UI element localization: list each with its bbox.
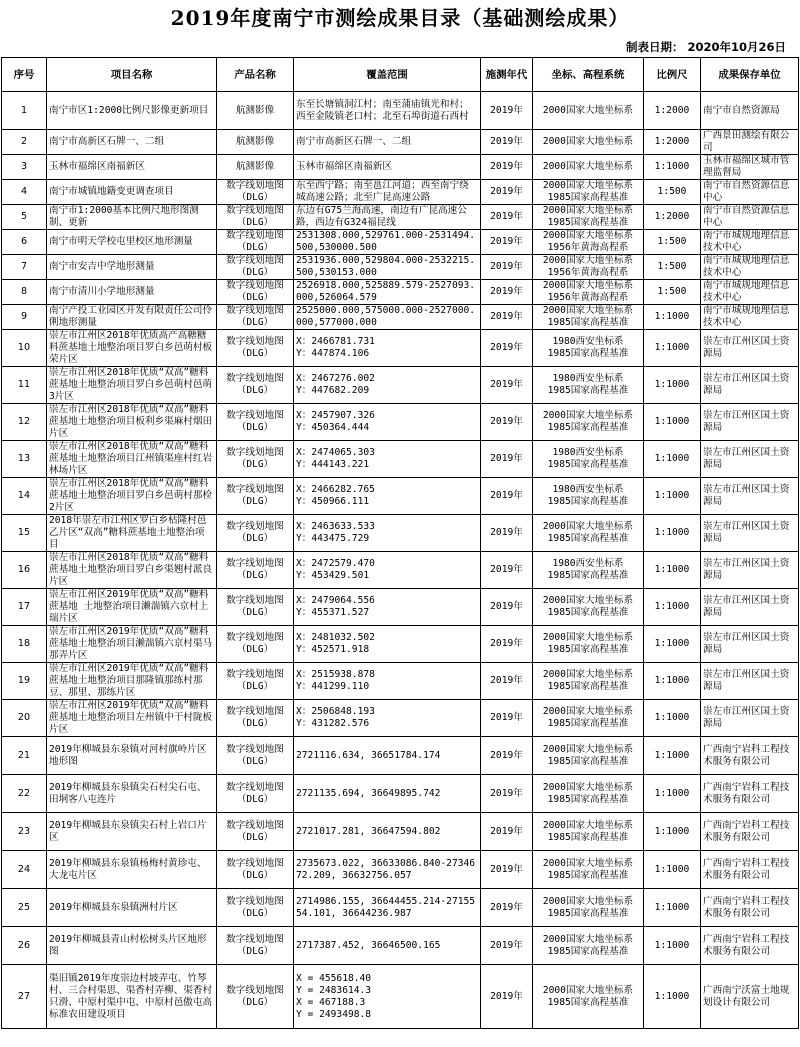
- cell-scale: 1:1000: [644, 330, 701, 367]
- header-row: [2, 58, 799, 92]
- cell-coverage: X：2515938.878 Y：441299.110: [294, 663, 481, 700]
- cell-custodian: 广西南宁岩科工程技术服务有限公司: [701, 851, 799, 889]
- cell-scale: 1:500: [644, 280, 701, 305]
- cell-product-name: 数字线划地图（DLG）: [217, 851, 294, 889]
- table-row: [2, 965, 799, 1029]
- cell-coord-system: 2000国家大地坐标系 1985国家高程基准: [533, 404, 644, 441]
- cell-product-name: 数字线划地图（DLG）: [217, 230, 294, 255]
- cell-product-name: 航测影像: [217, 92, 294, 130]
- cell-survey-year: 2019年: [481, 927, 533, 965]
- table-row: [2, 230, 799, 255]
- cell-project-name: 南宁市1:2000基本比例尺地形图测制、更新: [47, 205, 217, 230]
- cell-coord-system: 2000国家大地坐标系: [533, 130, 644, 155]
- cell-product-name: 数字线划地图（DLG）: [217, 441, 294, 478]
- cell-coord-system: 2000国家大地坐标系 1956年黄海高程系: [533, 280, 644, 305]
- cell-custodian: 崇左市江州区国土资源局: [701, 515, 799, 552]
- cell-coverage: 2735673.022, 36633086.840-2734672.209, 36632756.057: [294, 851, 481, 889]
- cell-product-name: 数字线划地图（DLG）: [217, 626, 294, 663]
- cell-no: 16: [2, 552, 47, 589]
- cell-scale: 1:1000: [644, 700, 701, 737]
- cell-scale: 1:500: [644, 255, 701, 280]
- cell-no: 4: [2, 180, 47, 205]
- cell-custodian: 南宁市城规地理信息技术中心: [701, 280, 799, 305]
- cell-product-name: 数字线划地图（DLG）: [217, 330, 294, 367]
- cell-project-name: 南宁市明天学校屯里校区地形测量: [47, 230, 217, 255]
- table-row: [2, 255, 799, 280]
- cell-scale: 1:1000: [644, 889, 701, 927]
- header-project-name: 项目名称: [47, 58, 217, 92]
- cell-no: 11: [2, 367, 47, 404]
- cell-coord-system: 2000国家大地坐标系 1985国家高程基准: [533, 851, 644, 889]
- cell-no: 2: [2, 130, 47, 155]
- cell-product-name: 数字线划地图（DLG）: [217, 205, 294, 230]
- cell-project-name: 2019年柳城县东泉镇尖石村上岩口片区: [47, 813, 217, 851]
- cell-no: 5: [2, 205, 47, 230]
- catalog-table: [1, 57, 799, 1029]
- cell-coverage: 2531308.000,529761.000-2531494.500,530000.500: [294, 230, 481, 255]
- cell-custodian: 南宁市自然资源信息中心: [701, 205, 799, 230]
- cell-survey-year: 2019年: [481, 367, 533, 404]
- cell-project-name: 崇左市江州区2019年优质“双高”糖料蔗基地土地整治项目那隆镇那练村那豆、那里、那练片区: [47, 663, 217, 700]
- cell-scale: 1:1000: [644, 155, 701, 180]
- cell-coord-system: 2000国家大地坐标系 1985国家高程基准: [533, 737, 644, 775]
- cell-coord-system: 1980西安坐标系 1985国家高程基准: [533, 552, 644, 589]
- cell-scale: 1:1000: [644, 927, 701, 965]
- header-survey-year: 施测年代: [481, 58, 533, 92]
- cell-project-name: 2019年柳城县东泉镇洲村片区: [47, 889, 217, 927]
- cell-survey-year: 2019年: [481, 700, 533, 737]
- cell-custodian: 广西南宁岩科工程技术服务有限公司: [701, 737, 799, 775]
- cell-survey-year: 2019年: [481, 441, 533, 478]
- cell-no: 14: [2, 478, 47, 515]
- table-row: [2, 626, 799, 663]
- table-row: [2, 813, 799, 851]
- cell-product-name: 数字线划地图（DLG）: [217, 478, 294, 515]
- cell-custodian: 崇左市江州区国土资源局: [701, 589, 799, 626]
- cell-custodian: 广西南宁沃富土地规划设计有限公司: [701, 965, 799, 1029]
- cell-coord-system: 2000国家大地坐标系 1956年黄海高程系: [533, 255, 644, 280]
- table-row: [2, 889, 799, 927]
- cell-no: 13: [2, 441, 47, 478]
- cell-no: 20: [2, 700, 47, 737]
- header-coord-system: 坐标、高程系统: [533, 58, 644, 92]
- cell-scale: 1:1000: [644, 737, 701, 775]
- cell-no: 8: [2, 280, 47, 305]
- cell-project-name: 玉林市福绵区南福新区: [47, 155, 217, 180]
- cell-coverage: X：2457907.326 Y：450364.444: [294, 404, 481, 441]
- cell-coverage: X：2481032.502 Y：452571.918: [294, 626, 481, 663]
- table-row: [2, 700, 799, 737]
- cell-product-name: 数字线划地图（DLG）: [217, 965, 294, 1029]
- cell-project-name: 南宁市高新区石牌一、二组: [47, 130, 217, 155]
- cell-coverage: X：2472579.470 Y：453429.501: [294, 552, 481, 589]
- cell-project-name: 2019年柳城县青山村松树头片区地形图: [47, 927, 217, 965]
- cell-no: 6: [2, 230, 47, 255]
- cell-coord-system: 1980西安坐标系 1985国家高程基准: [533, 441, 644, 478]
- table-row: [2, 92, 799, 130]
- cell-custodian: 南宁市城规地理信息技术中心: [701, 255, 799, 280]
- table-row: [2, 589, 799, 626]
- cell-coverage: 东至西宁路；南至邕江河道；西至南宁绕城高速公路；北至广昆高速公路: [294, 180, 481, 205]
- cell-custodian: 广西南宁岩科工程技术服务有限公司: [701, 889, 799, 927]
- cell-custodian: 广西景田测绘有限公司: [701, 130, 799, 155]
- cell-coverage: X = 455618.40 Y = 2483614.3 X = 467188.3 Y = 2493498.8: [294, 965, 481, 1029]
- cell-project-name: 南宁市清川小学地形测量: [47, 280, 217, 305]
- cell-product-name: 数字线划地图（DLG）: [217, 663, 294, 700]
- cell-no: 1: [2, 92, 47, 130]
- cell-coord-system: 2000国家大地坐标系: [533, 155, 644, 180]
- cell-coord-system: 2000国家大地坐标系 1985国家高程基准: [533, 626, 644, 663]
- cell-custodian: 崇左市江州区国土资源局: [701, 441, 799, 478]
- cell-no: 12: [2, 404, 47, 441]
- cell-custodian: 南宁市城规地理信息技术中心: [701, 305, 799, 330]
- cell-coord-system: 1980西安坐标系 1985国家高程基准: [533, 330, 644, 367]
- cell-no: 15: [2, 515, 47, 552]
- table-row: [2, 663, 799, 700]
- cell-no: 19: [2, 663, 47, 700]
- cell-custodian: 玉林市福绵区城市管理监督局: [701, 155, 799, 180]
- cell-no: 10: [2, 330, 47, 367]
- table-row: [2, 775, 799, 813]
- cell-coverage: X：2466282.765 Y：450966.111: [294, 478, 481, 515]
- cell-project-name: 2019年柳城县东泉镇杨梅村黄珍屯、大龙屯片区: [47, 851, 217, 889]
- table-row: [2, 180, 799, 205]
- cell-no: 27: [2, 965, 47, 1029]
- cell-coverage: X：2467276.002 Y：447682.209: [294, 367, 481, 404]
- cell-project-name: 崇左市江州区2018年优质高产高糖糖料蔗基地土地整治项目罗白乡邑萌村板荣片区: [47, 330, 217, 367]
- cell-survey-year: 2019年: [481, 280, 533, 305]
- cell-custodian: 南宁市城规地理信息技术中心: [701, 230, 799, 255]
- cell-product-name: 数字线划地图（DLG）: [217, 737, 294, 775]
- cell-no: 9: [2, 305, 47, 330]
- cell-scale: 1:2000: [644, 205, 701, 230]
- cell-product-name: 数字线划地图（DLG）: [217, 180, 294, 205]
- cell-survey-year: 2019年: [481, 737, 533, 775]
- cell-scale: 1:1000: [644, 775, 701, 813]
- cell-project-name: 崇左市江州区2018年优质“双高”糖料蔗基地土地整治项目板利乡渠麻村烟田片区: [47, 404, 217, 441]
- cell-coord-system: 2000国家大地坐标系 1985国家高程基准: [533, 589, 644, 626]
- cell-product-name: 数字线划地图（DLG）: [217, 367, 294, 404]
- cell-custodian: 崇左市江州区国土资源局: [701, 700, 799, 737]
- cell-survey-year: 2019年: [481, 589, 533, 626]
- cell-coverage: X：2474065.303 Y：444143.221: [294, 441, 481, 478]
- table-row: [2, 441, 799, 478]
- cell-product-name: 数字线划地图（DLG）: [217, 700, 294, 737]
- cell-coverage: 2531936.000,529804.000-2532215.500,530153.000: [294, 255, 481, 280]
- cell-survey-year: 2019年: [481, 305, 533, 330]
- cell-coverage: 南宁市高新区石牌一、二组: [294, 130, 481, 155]
- cell-scale: 1:1000: [644, 589, 701, 626]
- cell-coverage: 2721116.634, 36651784.174: [294, 737, 481, 775]
- cell-coverage: X：2466781.731 Y：447874.106: [294, 330, 481, 367]
- table-row: [2, 927, 799, 965]
- cell-survey-year: 2019年: [481, 552, 533, 589]
- cell-product-name: 数字线划地图（DLG）: [217, 255, 294, 280]
- cell-custodian: 广西南宁岩科工程技术服务有限公司: [701, 813, 799, 851]
- cell-product-name: 数字线划地图（DLG）: [217, 280, 294, 305]
- cell-coverage: X：2463633.533 Y：443475.729: [294, 515, 481, 552]
- cell-survey-year: 2019年: [481, 130, 533, 155]
- compile-date: 制表日期： 2020年10月26日: [625, 40, 786, 54]
- cell-survey-year: 2019年: [481, 478, 533, 515]
- cell-scale: 1:1000: [644, 663, 701, 700]
- cell-no: 7: [2, 255, 47, 280]
- cell-product-name: 数字线划地图（DLG）: [217, 889, 294, 927]
- cell-scale: 1:1000: [644, 965, 701, 1029]
- cell-scale: 1:1000: [644, 305, 701, 330]
- table-row: [2, 851, 799, 889]
- cell-survey-year: 2019年: [481, 180, 533, 205]
- header-coverage: 覆盖范围: [294, 58, 481, 92]
- cell-coverage: 玉林市福绵区南福新区: [294, 155, 481, 180]
- cell-scale: 1:2000: [644, 92, 701, 130]
- cell-coord-system: 2000国家大地坐标系 1985国家高程基准: [533, 305, 644, 330]
- cell-scale: 1:1000: [644, 626, 701, 663]
- header-custodian: 成果保存单位: [701, 58, 799, 92]
- cell-no: 22: [2, 775, 47, 813]
- cell-scale: 1:1000: [644, 515, 701, 552]
- cell-custodian: 崇左市江州区国土资源局: [701, 663, 799, 700]
- cell-project-name: 崇左市江州区2018年优质“双高”糖料蔗基地土地整治项目罗白乡邑萌村邑萌3片区: [47, 367, 217, 404]
- table-row: [2, 330, 799, 367]
- cell-scale: 1:1000: [644, 552, 701, 589]
- cell-coverage: 2714986.155, 36644455.214-2715554.101, 36644236.987: [294, 889, 481, 927]
- table-row: [2, 155, 799, 180]
- cell-custodian: 广西南宁岩科工程技术服务有限公司: [701, 927, 799, 965]
- cell-coord-system: 2000国家大地坐标系 1985国家高程基准: [533, 700, 644, 737]
- cell-no: 21: [2, 737, 47, 775]
- cell-project-name: 崇左市江州区2018年优质“双高”糖料蔗基地土地整治项目江州镇渠座村红岩林场片区: [47, 441, 217, 478]
- cell-coord-system: 2000国家大地坐标系 1985国家高程基准: [533, 813, 644, 851]
- cell-coord-system: 2000国家大地坐标系 1985国家高程基准: [533, 180, 644, 205]
- cell-project-name: 崇左市江州区2018年优质“双高”糖料蔗基地土地整治项目罗白乡渠翘村派良片区: [47, 552, 217, 589]
- cell-project-name: 2018年崇左市江州区罗白乡枯隆村邑乙片区“双高”糖料蔗基地土地整治项目: [47, 515, 217, 552]
- page-title: 2019年度南宁市测绘成果目录（基础测绘成果）: [170, 6, 630, 30]
- cell-no: 26: [2, 927, 47, 965]
- cell-coverage: X：2506848.193 Y：431282.576: [294, 700, 481, 737]
- cell-no: 25: [2, 889, 47, 927]
- cell-coverage: 2525000.000,575000.000-2527000.000,577000.000: [294, 305, 481, 330]
- cell-coord-system: 1980西安坐标系 1985国家高程基准: [533, 367, 644, 404]
- cell-survey-year: 2019年: [481, 515, 533, 552]
- cell-project-name: 2019年柳城县东泉镇对河村旗岭片区地形图: [47, 737, 217, 775]
- cell-survey-year: 2019年: [481, 404, 533, 441]
- cell-project-name: 崇左市江州区2019年优质“双高”糖料蔗基地土地整治项目濑湍镇六京村渠马那弄片区: [47, 626, 217, 663]
- cell-scale: 1:1000: [644, 404, 701, 441]
- cell-coord-system: 2000国家大地坐标系 1985国家高程基准: [533, 775, 644, 813]
- cell-coord-system: 2000国家大地坐标系: [533, 92, 644, 130]
- cell-custodian: 崇左市江州区国土资源局: [701, 367, 799, 404]
- cell-project-name: 崇左市江州区2018年优质“双高”糖料蔗基地土地整治项目罗白乡邑萌村那检2片区: [47, 478, 217, 515]
- cell-product-name: 数字线划地图（DLG）: [217, 515, 294, 552]
- header-product-name: 产品名称: [217, 58, 294, 92]
- cell-custodian: 崇左市江州区国土资源局: [701, 404, 799, 441]
- cell-survey-year: 2019年: [481, 626, 533, 663]
- cell-custodian: 崇左市江州区国土资源局: [701, 552, 799, 589]
- cell-coord-system: 2000国家大地坐标系 1985国家高程基准: [533, 663, 644, 700]
- cell-coverage: X：2479064.556 Y：455371.527: [294, 589, 481, 626]
- cell-coverage: 2721135.694, 36649895.742: [294, 775, 481, 813]
- cell-no: 3: [2, 155, 47, 180]
- cell-product-name: 数字线划地图（DLG）: [217, 404, 294, 441]
- table-row: [2, 404, 799, 441]
- cell-scale: 1:1000: [644, 813, 701, 851]
- cell-coord-system: 2000国家大地坐标系 1985国家高程基准: [533, 965, 644, 1029]
- cell-custodian: 崇左市江州区国土资源局: [701, 478, 799, 515]
- cell-coord-system: 2000国家大地坐标系 1956年黄海高程系: [533, 230, 644, 255]
- header-scale: 比例尺: [644, 58, 701, 92]
- table-row: [2, 737, 799, 775]
- cell-product-name: 数字线划地图（DLG）: [217, 927, 294, 965]
- cell-project-name: 南宁产投工业园区开发有限责任公司伶俐地形测量: [47, 305, 217, 330]
- cell-survey-year: 2019年: [481, 889, 533, 927]
- cell-project-name: 渠旧镇2019年度崇边村坡弄屯、竹琴村、三合村渠思、渠香村弄柳、渠香村只滑、中原村渠中屯、中原村邑傲屯高标准农田建设项目: [47, 965, 217, 1029]
- cell-product-name: 航测影像: [217, 130, 294, 155]
- cell-scale: 1:500: [644, 230, 701, 255]
- cell-coord-system: 2000国家大地坐标系 1985国家高程基准: [533, 927, 644, 965]
- cell-coord-system: 2000国家大地坐标系 1985国家高程基准: [533, 889, 644, 927]
- cell-scale: 1:1000: [644, 478, 701, 515]
- cell-project-name: 南宁市区1:2000比例尺影像更新项目: [47, 92, 217, 130]
- cell-coord-system: 2000国家大地坐标系 1985国家高程基准: [533, 205, 644, 230]
- cell-custodian: 南宁市自然资源局: [701, 92, 799, 130]
- cell-product-name: 数字线划地图（DLG）: [217, 305, 294, 330]
- cell-product-name: 数字线划地图（DLG）: [217, 589, 294, 626]
- table-row: [2, 515, 799, 552]
- cell-scale: 1:1000: [644, 851, 701, 889]
- cell-custodian: 广西南宁岩科工程技术服务有限公司: [701, 775, 799, 813]
- cell-product-name: 航测影像: [217, 155, 294, 180]
- table-row: [2, 552, 799, 589]
- cell-coverage: 2526918.000,525889.579-2527093.000,526064.579: [294, 280, 481, 305]
- cell-survey-year: 2019年: [481, 965, 533, 1029]
- cell-scale: 1:500: [644, 180, 701, 205]
- cell-no: 17: [2, 589, 47, 626]
- cell-custodian: 南宁市自然资源信息中心: [701, 180, 799, 205]
- cell-survey-year: 2019年: [481, 851, 533, 889]
- cell-coord-system: 2000国家大地坐标系 1985国家高程基准: [533, 515, 644, 552]
- cell-coverage: 2721017.281, 36647594.802: [294, 813, 481, 851]
- header-no: 序号: [2, 58, 47, 92]
- cell-coverage: 2717387.452, 36646500.165: [294, 927, 481, 965]
- cell-project-name: 崇左市江州区2019年优质“双高”糖料蔗基地 土地整治项目濑湍镇六京村上瑞片区: [47, 589, 217, 626]
- cell-coverage: 东边有G75兰海高速，南边有广昆高速公路，西边有G324福昆线: [294, 205, 481, 230]
- cell-no: 24: [2, 851, 47, 889]
- cell-survey-year: 2019年: [481, 255, 533, 280]
- cell-survey-year: 2019年: [481, 775, 533, 813]
- cell-survey-year: 2019年: [481, 663, 533, 700]
- cell-project-name: 南宁市城镇地籍变更调查项目: [47, 180, 217, 205]
- table-row: [2, 280, 799, 305]
- table-row: [2, 205, 799, 230]
- table-row: [2, 130, 799, 155]
- cell-product-name: 数字线划地图（DLG）: [217, 775, 294, 813]
- cell-product-name: 数字线划地图（DLG）: [217, 813, 294, 851]
- cell-scale: 1:1000: [644, 367, 701, 404]
- cell-survey-year: 2019年: [481, 205, 533, 230]
- cell-scale: 1:2000: [644, 130, 701, 155]
- cell-scale: 1:1000: [644, 441, 701, 478]
- cell-survey-year: 2019年: [481, 230, 533, 255]
- cell-product-name: 数字线划地图（DLG）: [217, 552, 294, 589]
- cell-coverage: 东至长塘镇洞江村；南至蒲庙镇光和村；西至金陵镇老口村；北至石埠街道石西村: [294, 92, 481, 130]
- cell-survey-year: 2019年: [481, 92, 533, 130]
- table-row: [2, 305, 799, 330]
- table-row: [2, 478, 799, 515]
- table-row: [2, 367, 799, 404]
- cell-project-name: 2019年柳城县东泉镇尖石村尖石屯、田垌客八屯连片: [47, 775, 217, 813]
- cell-survey-year: 2019年: [481, 330, 533, 367]
- cell-custodian: 崇左市江州区国土资源局: [701, 626, 799, 663]
- cell-project-name: 南宁市安吉中学地形测量: [47, 255, 217, 280]
- cell-survey-year: 2019年: [481, 813, 533, 851]
- cell-coord-system: 1980西安坐标系 1985国家高程基准: [533, 478, 644, 515]
- cell-custodian: 崇左市江州区国土资源局: [701, 330, 799, 367]
- table-body: [2, 92, 799, 1029]
- cell-no: 18: [2, 626, 47, 663]
- cell-no: 23: [2, 813, 47, 851]
- cell-project-name: 崇左市江州区2019年优质“双高”糖料蔗基地土地整治项目左州镇中干村陇板片区: [47, 700, 217, 737]
- cell-survey-year: 2019年: [481, 155, 533, 180]
